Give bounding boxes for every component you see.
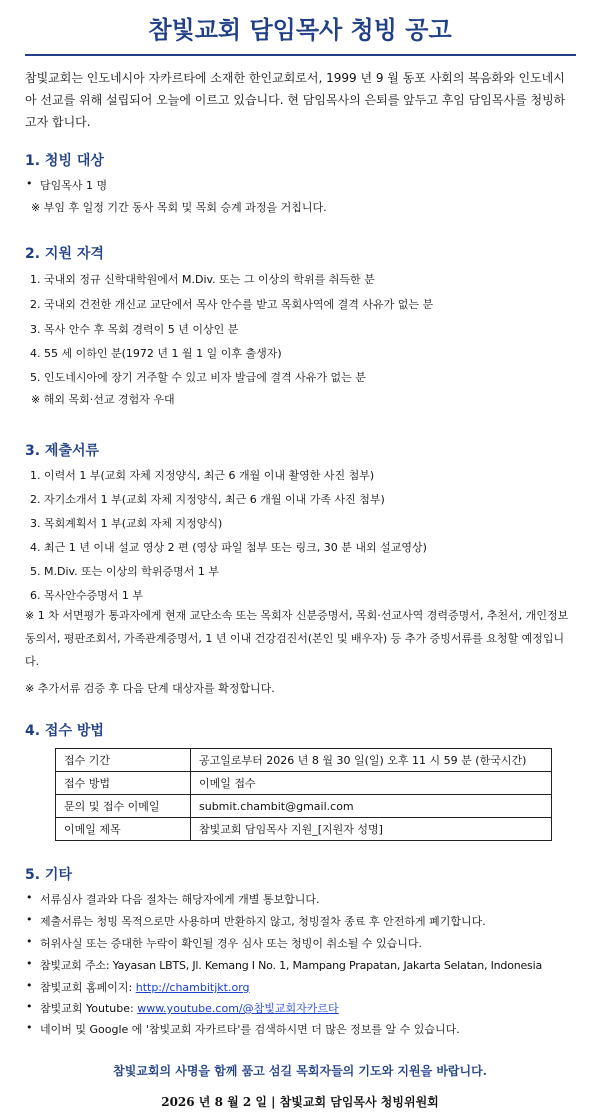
list-item: 3. 목사 안수 후 목회 경력이 5 년 이상인 분 <box>30 323 239 336</box>
section-note: ※ 1 차 서면평가 통과자에게 현재 교단소속 또는 목회자 신분증명서, 목회·선교사역 경력증명서, 추천서, 개인정보동의서, 평판조회서, 가족관계증명서, 1 년 이내 건강검진서(본인 및 배우자) 등 추가 증빙서류를 요청할 예정입니다. <box>25 609 569 668</box>
section-heading-submission: 4. 접수 방법 <box>25 723 104 739</box>
table-cell-label: 접수 기간 <box>56 749 191 772</box>
list-item: 1. 이력서 1 부(교회 자체 지정양식, 최근 6 개월 이내 촬영한 사진 첨부) <box>30 469 375 482</box>
list-item: 1. 국내외 정규 신학대학원에서 M.Div. 또는 그 이상의 학위를 취득한 분 <box>30 273 375 286</box>
list-item: • 허위사실 또는 증대한 누락이 확인될 경우 심사 또는 청빙이 취소될 수 있습니다. <box>30 935 422 951</box>
section-heading-other: 5. 기타 <box>25 867 72 883</box>
list-item: 2. 국내외 건전한 개신교 교단에서 목사 안수를 받고 목회사역에 결격 사유가 없는 분 <box>30 298 434 311</box>
section-note: ※ 부임 후 일정 기간 동사 목회 및 목회 승계 과정을 거칩니다. <box>31 201 327 214</box>
list-item-youtube: • 참빛교회 Youtube: www.youtube.com/@참빛교회자카르타 <box>30 1000 339 1016</box>
list-item: 4. 최근 1 년 이내 설교 영상 2 편 (영상 파일 첨부 또는 링크, 30 분 내외 설교영상) <box>30 541 427 554</box>
page-title: 참빛교회 담임목사 청빙 공고 <box>148 15 452 44</box>
table-row <box>56 795 552 818</box>
table-cell-value: 공고일로부터 2026 년 8 월 30 일(일) 오후 11 시 59 분 (한국시간) <box>191 749 552 772</box>
list-item: 5. M.Div. 또는 이상의 학위증명서 1 부 <box>30 565 220 578</box>
closing-message: 참빛교회의 사명을 함께 품고 섬길 목회자들의 기도와 지원을 바랍니다. <box>113 1064 487 1078</box>
list-item: 5. 인도네시아에 장기 거주할 수 있고 비자 발급에 결격 사유가 없는 분 <box>30 371 366 384</box>
section-note: ※ 해외 목회·선교 경험자 우대 <box>31 393 175 406</box>
list-item: 6. 목사안수증명서 1 부 <box>30 589 143 602</box>
table-cell-email: submit.chambit@gmail.com <box>191 795 552 818</box>
section-note: ※ 추가서류 검증 후 다음 단계 대상자를 확정합니다. <box>25 682 275 695</box>
table-cell-label: 이메일 제목 <box>56 818 191 841</box>
submission-table <box>55 748 552 841</box>
list-item: 2. 자기소개서 1 부(교회 자체 지정양식, 최근 6 개월 이내 가족 사진 첨부) <box>30 493 385 506</box>
table-cell-label: 접수 방법 <box>56 772 191 795</box>
section-heading-qualifications: 2. 지원 자격 <box>25 246 104 262</box>
intro-paragraph: 참빛교회는 인도네시아 자카르타에 소재한 한인교회로서, 1999 년 9 월 동포 사회의 복음화와 인도네시아 선교를 위해 설립되어 오늘에 이르고 있습니다. 현 담임목사의 은퇴를 앞두고 후임 담임목사를 청빙하고자 합니다. <box>25 71 566 129</box>
list-item: 4. 55 세 이하인 분(1972 년 1 월 1 일 이후 출생자) <box>30 347 282 360</box>
homepage-link[interactable]: http://chambitjkt.org <box>135 981 250 994</box>
table-row <box>56 749 552 772</box>
list-item: • 네이버 및 Google 에 '참빛교회 자카르타'를 검색하시면 더 많은 정보를 알 수 있습니다. <box>30 1021 460 1037</box>
section-heading-target: 1. 청빙 대상 <box>25 153 104 169</box>
section-heading-documents: 3. 제출서류 <box>25 443 100 459</box>
title-divider <box>25 54 576 56</box>
table-cell-label: 문의 및 접수 이메일 <box>56 795 191 818</box>
table-cell-value: 참빛교회 담임목사 지원_[지원자 성명] <box>191 818 552 841</box>
list-item-address: • 참빛교회 주소: Yayasan LBTS, Jl. Kemang I No. 1, Mampang Prapatan, Jakarta Selatan, Indonesia <box>30 957 542 973</box>
table-cell-value: 이메일 접수 <box>191 772 552 795</box>
list-item: • 담임목사 1 명 <box>30 177 107 193</box>
table-row <box>56 818 552 841</box>
list-item: • 제출서류는 청빙 목적으로만 사용하며 반환하지 않고, 청빙절차 종료 후 안전하게 폐기합니다. <box>30 913 486 929</box>
list-item: • 서류심사 결과와 다음 절차는 해당자에게 개별 통보합니다. <box>30 891 320 907</box>
youtube-link[interactable]: www.youtube.com/@참빛교회자카르타 <box>137 1002 339 1015</box>
table-row <box>56 772 552 795</box>
list-item: 3. 목회계획서 1 부(교회 자체 지정양식) <box>30 517 223 530</box>
list-item-homepage: • 참빛교회 홈페이지: http://chambitjkt.org <box>30 979 250 995</box>
footer-signature: 2026 년 8 월 2 일 | 참빛교회 담임목사 청빙위원회 <box>161 1095 439 1109</box>
